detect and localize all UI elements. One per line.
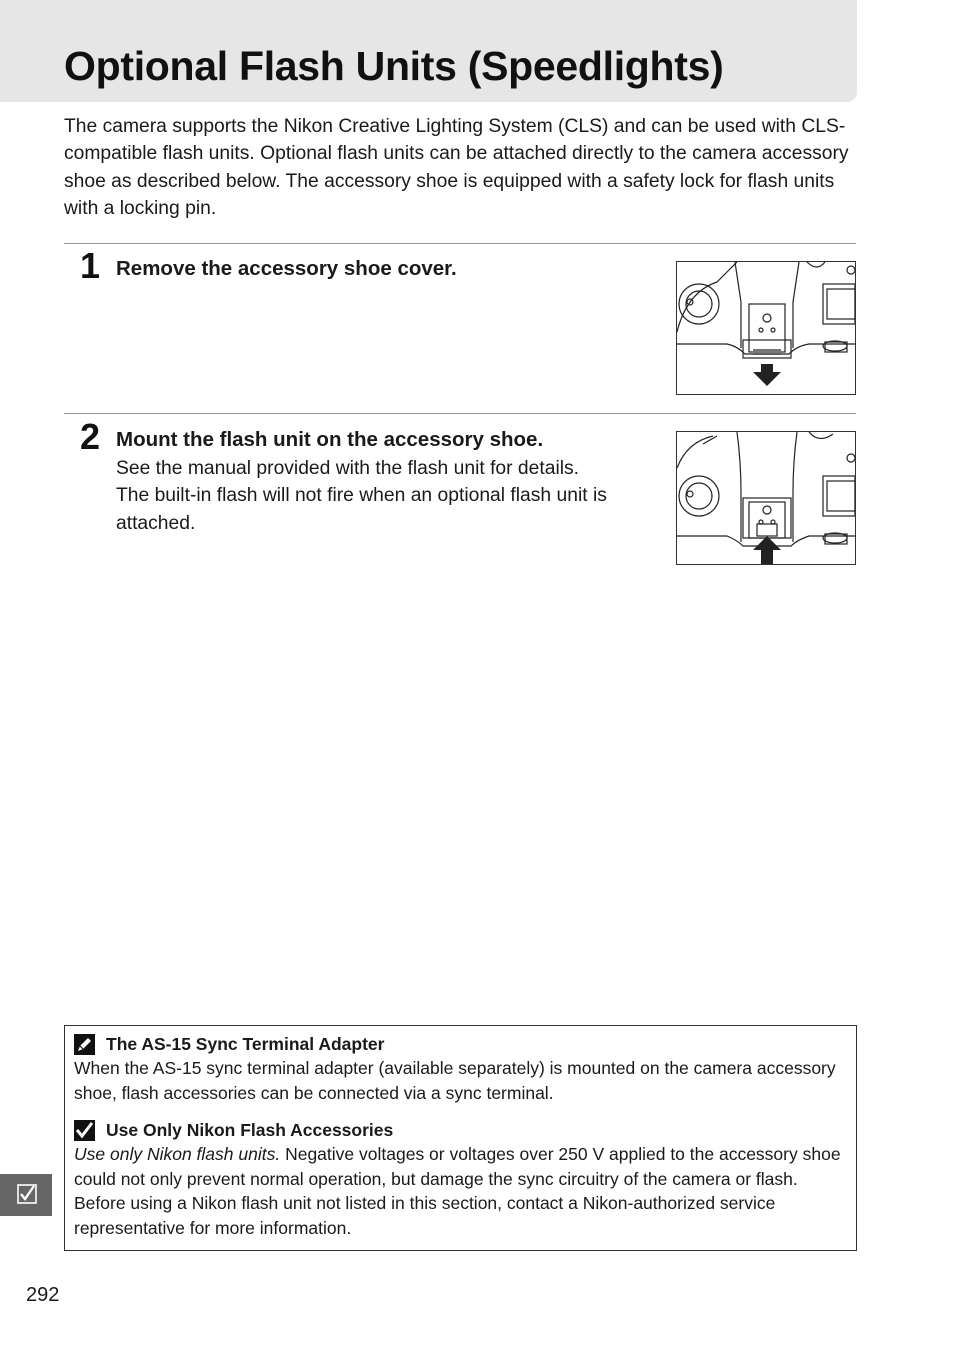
- section-side-tab: [0, 1174, 52, 1216]
- page-title: Optional Flash Units (Speedlights): [64, 43, 724, 89]
- note-heading: [74, 1033, 384, 1055]
- note-heading: [74, 1119, 393, 1141]
- checkmark-icon: [74, 1120, 95, 1141]
- step-body-line: See the manual provided with the flash unit for details.: [116, 458, 580, 479]
- mount-flash-illustration: [676, 431, 856, 565]
- page-number: 292: [26, 1284, 60, 1306]
- step-divider: [64, 243, 856, 244]
- step-divider: [64, 413, 856, 414]
- checkmark-section-icon: [17, 1183, 37, 1205]
- note-body: When the AS-15 sync terminal adapter (available separately) is mounted on the camera accessory shoe, flash accessories can be connected via a sync terminal.: [74, 1058, 836, 1103]
- note-body: [74, 1142, 850, 1240]
- step-heading: Mount the flash unit on the accessory shoe.: [116, 428, 544, 451]
- remove-shoe-cover-illustration: [676, 261, 856, 395]
- step-number: 2: [80, 416, 101, 457]
- intro-paragraph: The camera supports the Nikon Creative Lighting System (CLS) and can be used with CLS-compatible flash units. Optional flash units can be attached directly to the camera accessory shoe as described below. The accessory shoe is equipped with a safety lock for flash units with a locking pin.: [64, 116, 849, 219]
- note-body-text: Negative voltages or voltages over 250 V applied to the accessory shoe could not only prevent normal operation, but damage the sync circuitry of the camera or flash. Before using a Nikon flash unit not listed in this section, contact a Nikon-authorized service representative for more information.: [74, 1144, 841, 1238]
- note-title: Use Only Nikon Flash Accessories: [106, 1120, 394, 1140]
- step-number: 1: [80, 245, 101, 286]
- step-body-line: The built-in flash will not fire when an optional flash unit is attached.: [116, 485, 607, 534]
- step-heading: Remove the accessory shoe cover.: [116, 257, 457, 280]
- note-body-italic: Use only Nikon flash units.: [74, 1144, 281, 1164]
- note-title: The AS-15 Sync Terminal Adapter: [106, 1034, 385, 1054]
- pencil-icon: [74, 1034, 95, 1055]
- notes-box: [64, 1025, 857, 1251]
